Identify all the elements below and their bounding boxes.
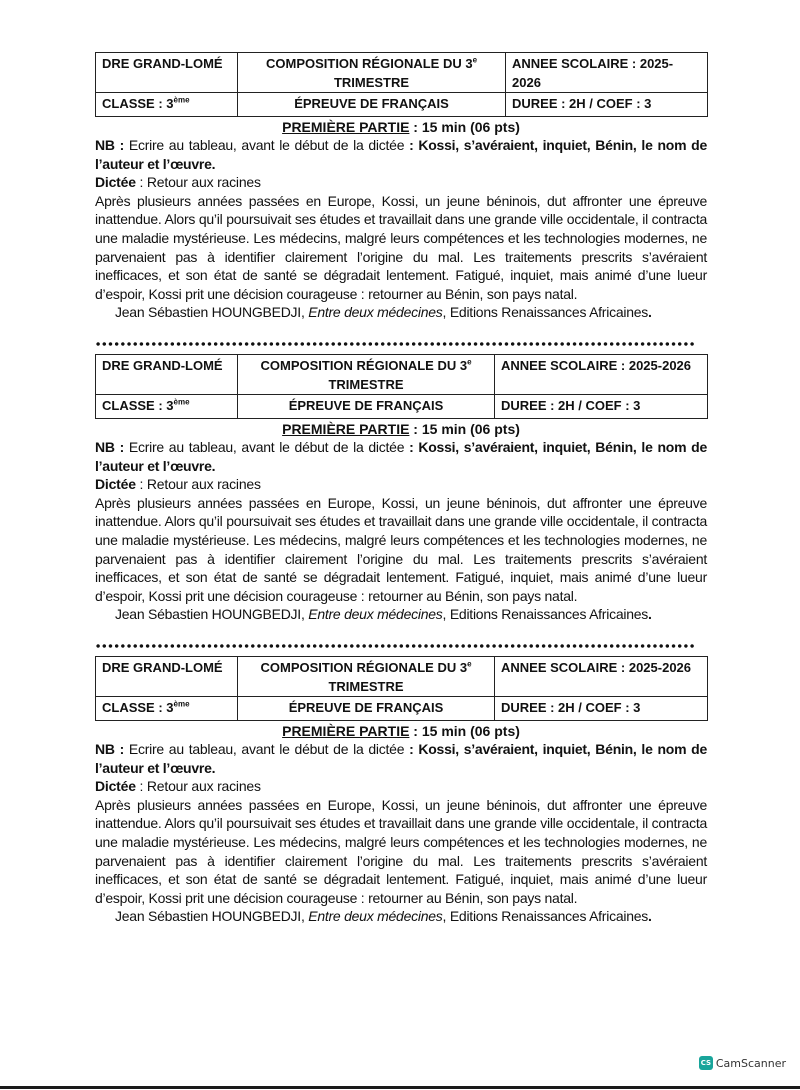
composition-cell: COMPOSITION RÉGIONALE DU 3e TRIMESTRE: [238, 53, 506, 93]
dictee-passage: Après plusieurs années passées en Europe, Kossi, un jeune béninois, dut affronter une épreuve inattendue. Alors qu’il poursuivait ses études et travaillait dans une grande ville occidentale, il contracta une maladie mystérieuse. Les médecins, malgré leurs compétences et les technologies modernes, ne parvenaient pas à identifier clairement l’origine du mal. Les traitements prescrits s’avéraient inefficaces, et son état de santé se dégradait lentement. Fatigué, inquiet, mais animé d’une lueur d’espoir, Kossi prit une décision courageuse : retourner au Bénin, son pays natal.: [95, 192, 707, 302]
subject-cell: ÉPREUVE DE FRANÇAIS: [238, 395, 495, 419]
source-reference: Jean Sébastien HOUNGBEDJI, Entre deux médecines, Editions Renaissances Africaines.: [115, 606, 652, 623]
dictee-passage: Après plusieurs années passées en Europe, Kossi, un jeune béninois, dut affronter une épreuve inattendue. Alors qu’il poursuivait ses études et travaillait dans une grande ville occidentale, il contracta une maladie mystérieuse. Les médecins, malgré leurs compétences et les technologies modernes, ne parvenaient pas à identifier clairement l’origine du mal. Les traitements prescrits s’avéraient inefficaces, et son état de santé se dégradait lentement. Fatigué, inquiet, mais animé d’une lueur d’espoir, Kossi prit une décision courageuse : retourner au Bénin, son pays natal.: [95, 796, 707, 906]
subject-cell: ÉPREUVE DE FRANÇAIS: [238, 93, 506, 117]
exam-copy-1: [95, 52, 707, 322]
camscanner-watermark: [699, 1056, 786, 1070]
bottom-border: [0, 1086, 800, 1089]
dictee-title: Dictée : Retour aux racines: [95, 174, 261, 191]
header-table: [95, 354, 708, 419]
nb-instruction: NB : Ecrire au tableau, avant le début de la dictée : Kossi, s’avéraient, inquiet, Bénin, le nom de l’auteur et l’œuvre.: [95, 137, 707, 172]
dictee-title: Dictée : Retour aux racines: [95, 778, 261, 795]
region-cell: DRE GRAND-LOMÉ: [96, 657, 238, 697]
school-year-cell: ANNEE SCOLAIRE : 2025-2026: [506, 53, 708, 93]
cut-line: [95, 643, 695, 649]
source-reference: Jean Sébastien HOUNGBEDJI, Entre deux médecines, Editions Renaissances Africaines.: [115, 908, 652, 925]
dictee-passage: Après plusieurs années passées en Europe, Kossi, un jeune béninois, dut affronter une épreuve inattendue. Alors qu’il poursuivait ses études et travaillait dans une grande ville occidentale, il contracta une maladie mystérieuse. Les médecins, malgré leurs compétences et les technologies modernes, ne parvenaient pas à identifier clairement l’origine du mal. Les traitements prescrits s’avéraient inefficaces, et son état de santé se dégradait lentement. Fatigué, inquiet, mais animé d’une lueur d’espoir, Kossi prit une décision courageuse : retourner au Bénin, son pays natal.: [95, 494, 707, 604]
region-cell: DRE GRAND-LOMÉ: [96, 53, 238, 93]
part-title: PREMIÈRE PARTIE : 15 min (06 pts): [282, 421, 520, 437]
dictee-title: Dictée : Retour aux racines: [95, 476, 261, 493]
part-title: PREMIÈRE PARTIE : 15 min (06 pts): [282, 119, 520, 135]
class-cell: CLASSE : 3ème: [96, 93, 238, 117]
source-reference: Jean Sébastien HOUNGBEDJI, Entre deux médecines, Editions Renaissances Africaines.: [115, 304, 652, 321]
camscanner-logo-icon: CS: [699, 1056, 713, 1070]
header-table: [95, 656, 708, 721]
cut-line: [95, 341, 695, 347]
exam-copy-3: [95, 656, 707, 926]
composition-cell: COMPOSITION RÉGIONALE DU 3e TRIMESTRE: [238, 355, 495, 395]
class-cell: CLASSE : 3ème: [96, 395, 238, 419]
school-year-cell: ANNEE SCOLAIRE : 2025-2026: [495, 657, 708, 697]
nb-instruction: NB : Ecrire au tableau, avant le début de la dictée : Kossi, s’avéraient, inquiet, Bénin, le nom de l’auteur et l’œuvre.: [95, 741, 707, 776]
composition-cell: COMPOSITION RÉGIONALE DU 3e TRIMESTRE: [238, 657, 495, 697]
class-cell: CLASSE : 3ème: [96, 697, 238, 721]
duration-cell: DUREE : 2H / COEF : 3: [506, 93, 708, 117]
duration-cell: DUREE : 2H / COEF : 3: [495, 697, 708, 721]
subject-cell: ÉPREUVE DE FRANÇAIS: [238, 697, 495, 721]
header-table: [95, 52, 708, 117]
part-title: PREMIÈRE PARTIE : 15 min (06 pts): [282, 723, 520, 739]
duration-cell: DUREE : 2H / COEF : 3: [495, 395, 708, 419]
school-year-cell: ANNEE SCOLAIRE : 2025-2026: [495, 355, 708, 395]
region-cell: DRE GRAND-LOMÉ: [96, 355, 238, 395]
nb-instruction: NB : Ecrire au tableau, avant le début de la dictée : Kossi, s’avéraient, inquiet, Bénin, le nom de l’auteur et l’œuvre.: [95, 439, 707, 474]
camscanner-text: CamScanner: [715, 1056, 786, 1070]
exam-copy-2: [95, 354, 707, 624]
